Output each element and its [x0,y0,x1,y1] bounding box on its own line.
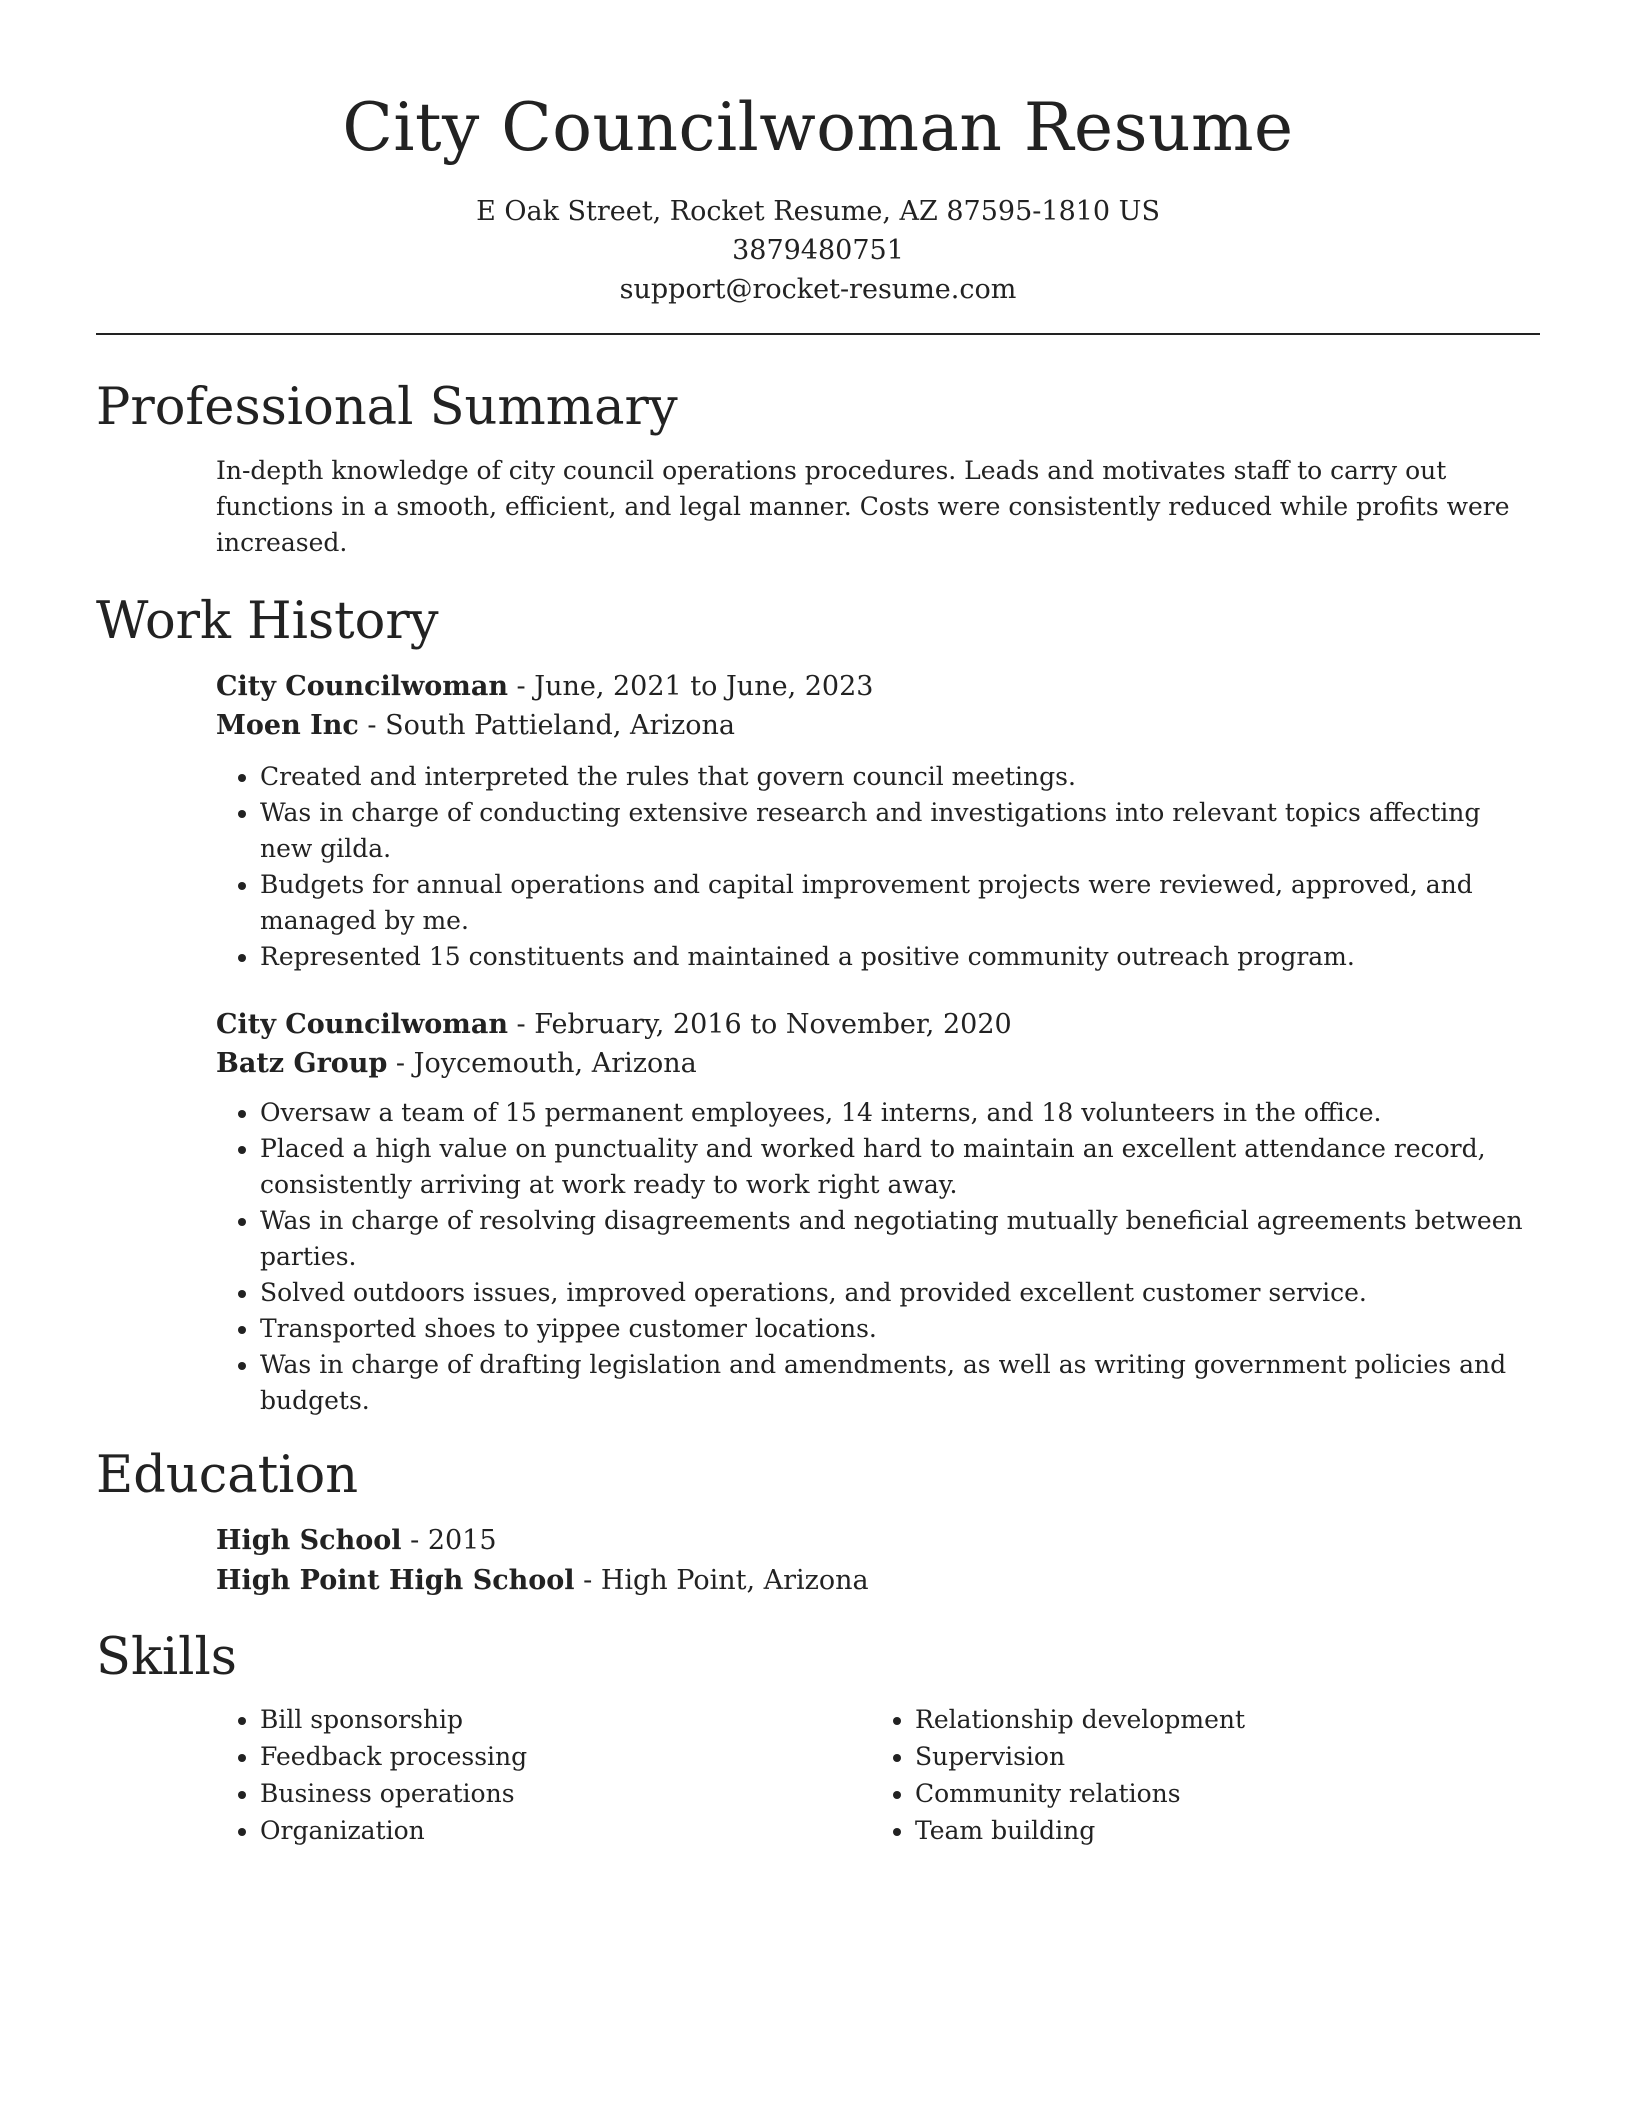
education-body [216,1521,1540,1601]
contact-address: E Oak Street, Rocket Resume, AZ 87595-1810 US [476,196,1160,227]
contact-email: support@rocket-resume.com [619,274,1017,305]
job-bullet: • Was in charge of resolving disagreements and negotiating mutually beneficial agreements between parties. [260,1203,1540,1275]
job-bullet: • Oversaw a team of 15 permanent employees, 14 interns, and 18 volunteers in the office. [260,1095,1540,1131]
work-history-heading: Work History [96,592,439,651]
resume-page [96,0,1540,1849]
job-company: Moen Inc [216,710,359,741]
job-title: City Councilwoman [216,1009,508,1040]
summary-heading: Professional Summary [96,378,678,437]
skills-section [96,1625,1540,1849]
job-bullet: • Represented 15 constituents and maintained a positive community outreach program. [260,939,1540,975]
education-location: - High Point, Arizona [574,1565,869,1596]
job-title-line [216,667,1540,706]
job-bullets [216,1095,1540,1419]
summary-section [96,375,1540,561]
job-entry [216,1005,1540,1419]
job-location: - Joycemouth, Arizona [387,1048,697,1079]
skill-item: • Business operations [260,1775,871,1812]
skills-grid [216,1701,1526,1849]
job-bullet: • Budgets for annual operations and capital improvement projects were reviewed, approved, and managed by me. [260,867,1540,939]
summary-text: In-depth knowledge of city council operations procedures. Leads and motivates staff to carry out functions in a smooth, efficient, and legal manner. Costs were consistently reduced while profits were increased. [216,456,1510,557]
skill-item: • Community relations [915,1775,1526,1812]
job-company-line [216,1044,1540,1083]
job-company: Batz Group [216,1048,388,1079]
education-school-line [216,1561,1540,1601]
skill-item: • Relationship development [915,1701,1526,1738]
education-year: - 2015 [401,1525,497,1556]
job-title-line [216,1005,1540,1044]
job-bullet: • Created and interpreted the rules that govern council meetings. [260,759,1540,795]
skills-column-left [216,1701,871,1849]
skill-item: • Organization [260,1812,871,1849]
education-degree-line [216,1521,1540,1561]
resume-title: City Councilwoman Resume [342,89,1294,166]
education-degree: High School [216,1525,402,1556]
job-company-line [216,706,1540,745]
job-bullet: • Was in charge of drafting legislation and amendments, as well as writing government policies and budgets. [260,1347,1540,1419]
job-dates: - June, 2021 to June, 2023 [507,671,874,702]
job-bullets [216,759,1540,975]
job-bullet: • Transported shoes to yippee customer locations. [260,1311,1540,1347]
skills-column-right [871,1701,1526,1849]
job-bullet: • Solved outdoors issues, improved operations, and provided excellent customer service. [260,1275,1540,1311]
resume-header [96,0,1540,309]
contact-info [96,192,1540,309]
skills-body [216,1701,1540,1849]
work-history-section [96,589,1540,1419]
skills-heading: Skills [96,1628,237,1687]
skill-item: • Bill sponsorship [260,1701,871,1738]
job-bullet: • Placed a high value on punctuality and worked hard to maintain an excellent attendance record, consistently arriving at work ready to work right away. [260,1131,1540,1203]
education-heading: Education [96,1446,359,1505]
job-bullet: • Was in charge of conducting extensive research and investigations into relevant topics affecting new gilda. [260,795,1540,867]
summary-body [216,453,1540,561]
work-history-body [216,667,1540,1419]
skill-item: • Supervision [915,1738,1526,1775]
job-dates: - February, 2016 to November, 2020 [507,1009,1012,1040]
contact-phone: 3879480751 [732,235,904,266]
skill-item: • Team building [915,1812,1526,1849]
job-location: - South Pattieland, Arizona [358,710,736,741]
education-school: High Point High School [216,1565,575,1596]
job-entry [216,667,1540,975]
education-section [96,1443,1540,1601]
job-title: City Councilwoman [216,671,508,702]
skill-item: • Feedback processing [260,1738,871,1775]
header-divider [96,333,1540,335]
